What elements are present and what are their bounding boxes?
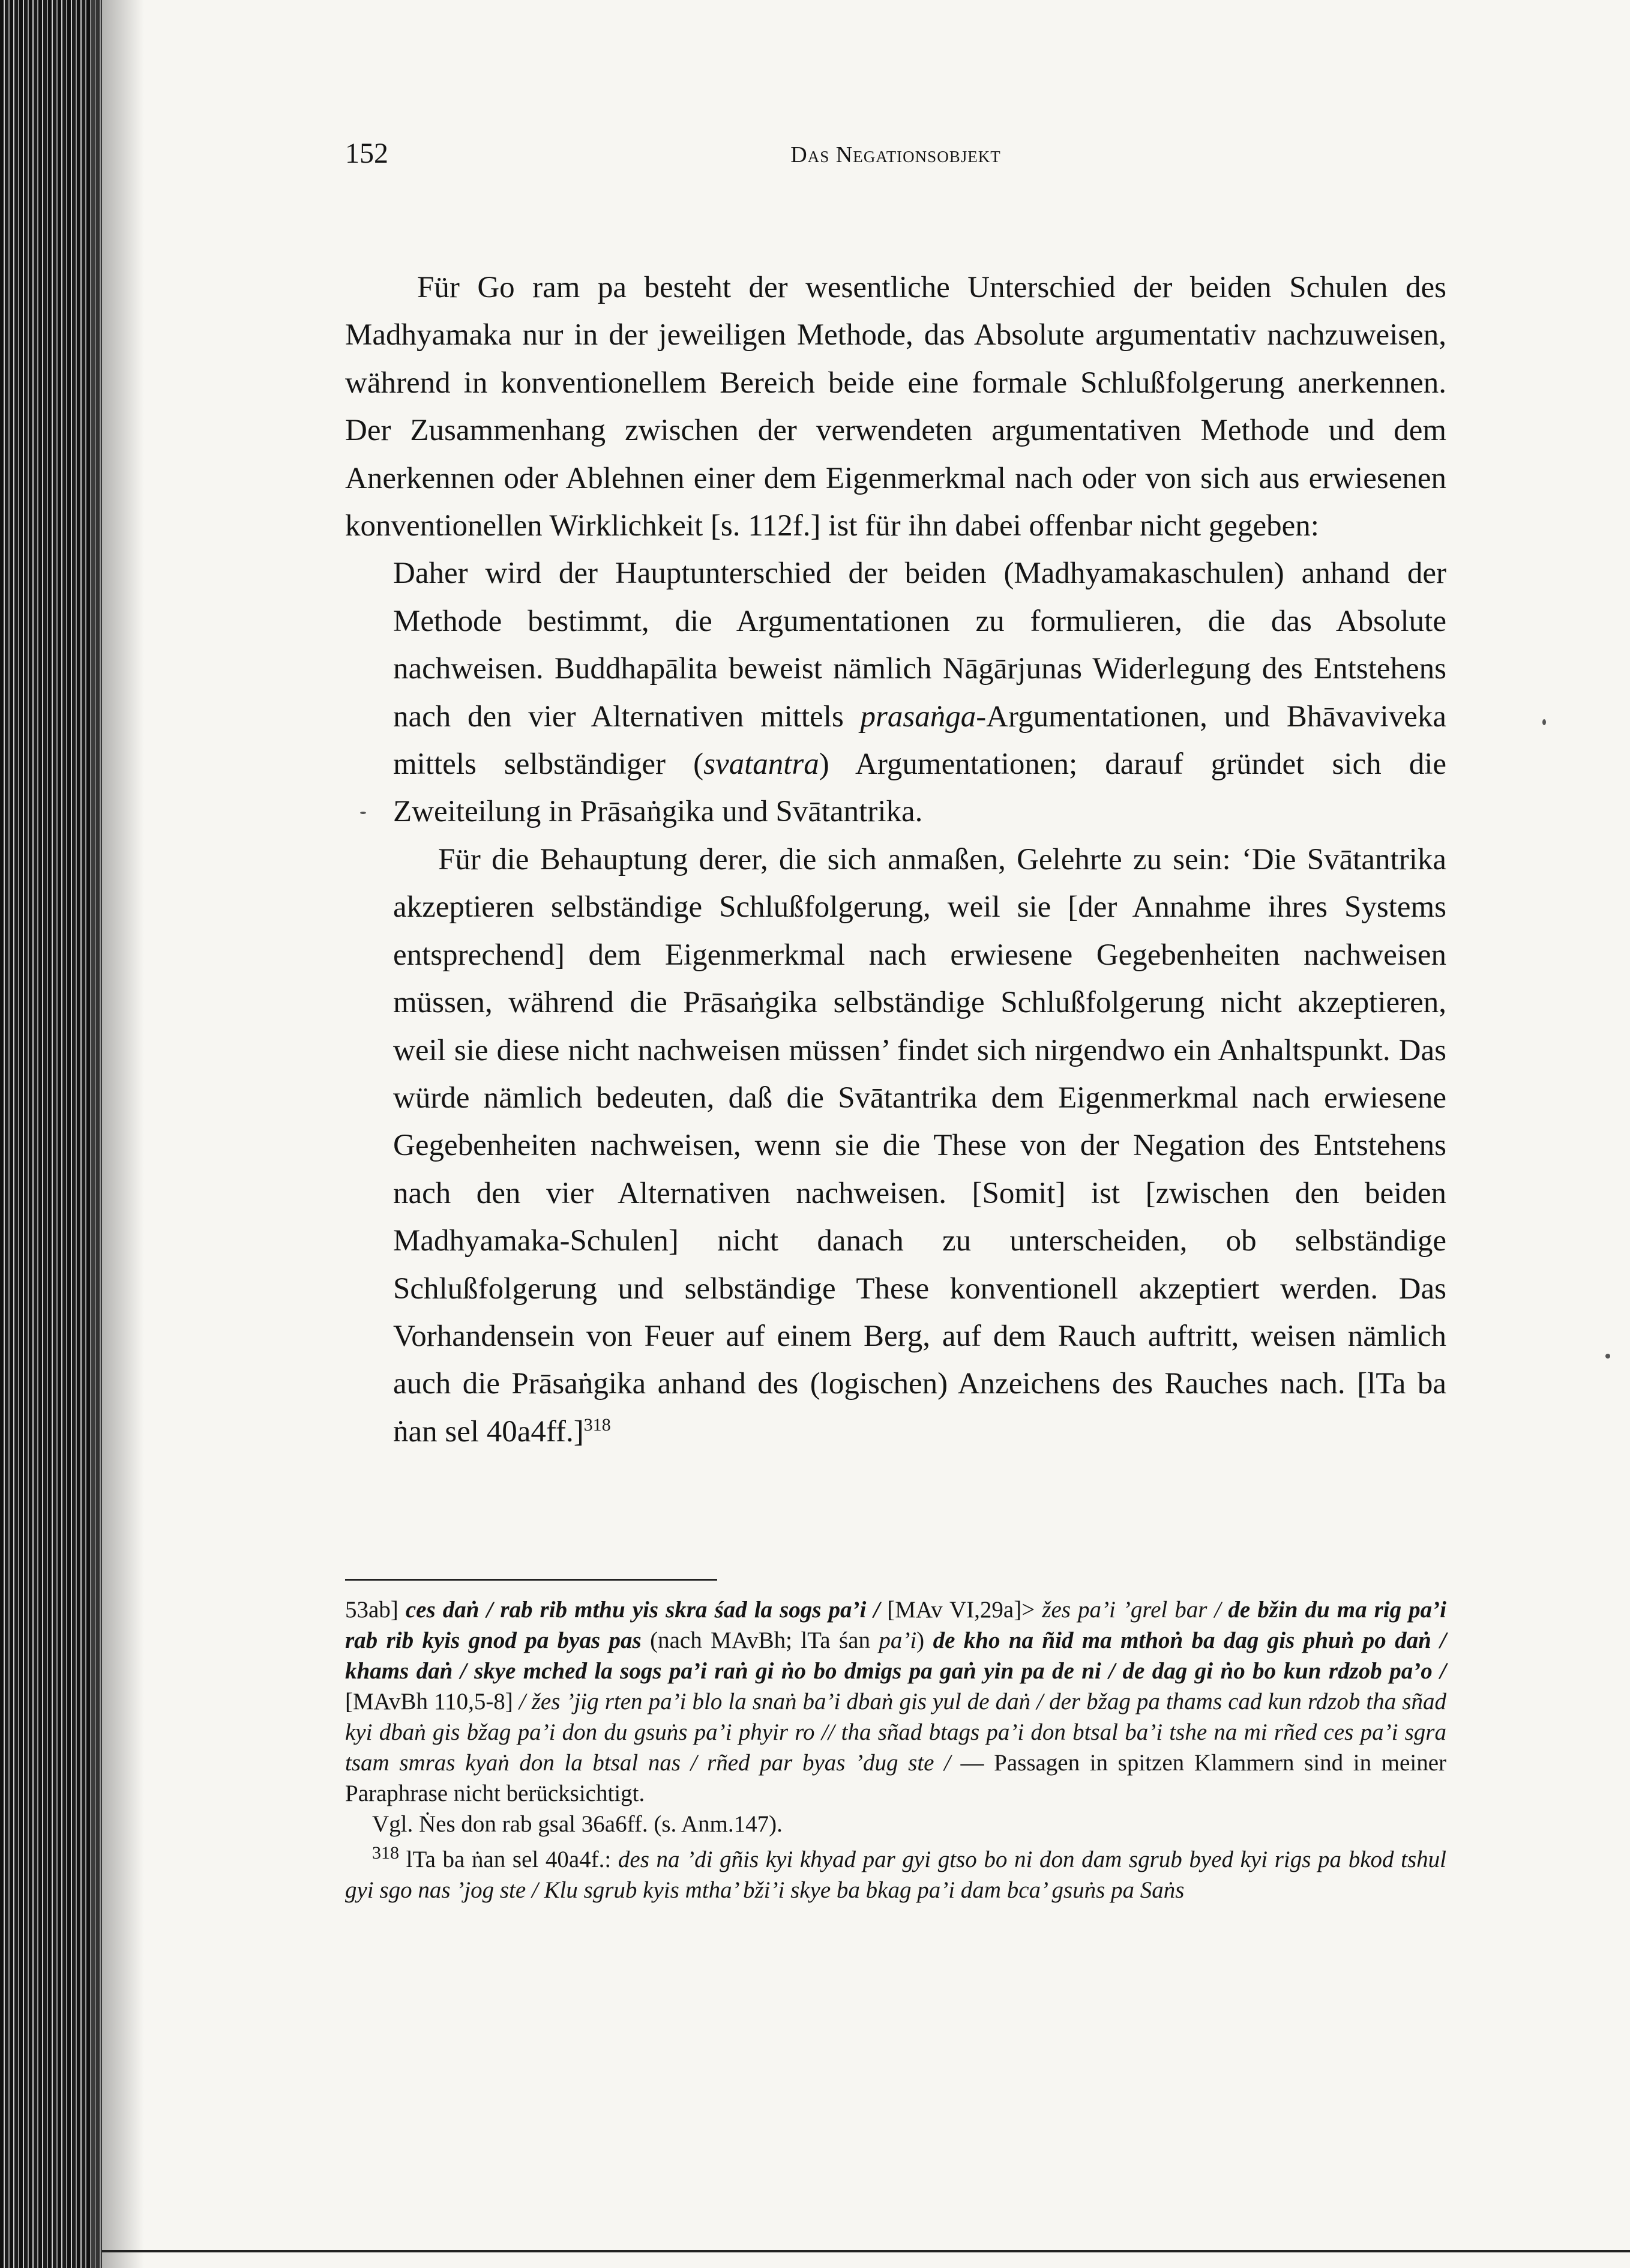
- footnote-317-continuation: 53ab] ces daṅ / rab rib mthu yis skra śad la sogs pa’i / [MAv VI,29a]> žes pa’i ’grel bar / de bžin du ma rig pa’i rab rib kyis gnod pa byas pas (nach MAvBh; lTa śan pa’i) de kho na ñid ma mthoṅ ba dag gis phuṅ po daṅ / khams daṅ / skye mched la sogs pa’i raṅ gi ṅo bo dmigs pa gaṅ yin pa de ni / de dag gi ṅo bo kun rdzob pa’o / [MAvBh 110,5-8] / žes ’jig rten pa’i blo la snaṅ ba’i dbaṅ gis yul de daṅ / der bžag pa thams cad kun rdzob tha sñad kyi dbaṅ gis bžag pa’i don du gsuṅs pa’i phyir ro // tha sñad btags pa’i don btsal ba’i tshe na mi rñed ces pa’i sgra tsam smras kyaṅ don la btsal nas / rñed par byas ’dug ste / — Passagen in spitzen Klammern sind in meiner Paraphrase nicht berücksichtigt.: [345, 1597, 1446, 1806]
- page: [345, 0, 1446, 2268]
- scan-speck: [1605, 1354, 1610, 1359]
- main-text: [345, 264, 1446, 1456]
- term-prasanga: prasaṅga: [860, 699, 976, 734]
- page-number: 152: [345, 137, 388, 169]
- intro-paragraph: Für Go ram pa besteht der wesentliche Unterschied der beiden Schulen des Madhyamaka nur in der jeweiligen Methode, das Absolute argumentativ nachzuweisen, während in konventionellem Bereich beide eine formale Schlußfolgerung anerkennen. Der Zusammenhang zwischen der verwendeten argumentativen Methode und dem Anerkennen oder Ablehnen einer dem Eigenmerkmal nach oder von sich aus erwiesenen konventionellen Wirklichkeit [s. 112f.] ist für ihn dabei offenbar nicht gegeben:: [345, 271, 1446, 543]
- block-quote: [393, 550, 1446, 1456]
- running-head: Das Negationsobjekt: [790, 142, 1001, 167]
- quote-paragraph-2: Für die Behauptung derer, die sich anmaßen, Gelehrte zu sein: ‘Die Svātantrika akzeptieren selbständige Schlußfolgerung, weil sie [der Annahme ihres Systems entsprechend] dem Eigenmerkmal nach erwiesene Gegebenheiten nachweisen müssen, während die Prāsaṅgika selbständige Schlußfolgerung nicht akzeptieren, weil sie diese nicht nachweisen müssen’ findet sich nirgendwo ein Anhaltspunkt. Das würde nämlich bedeuten, daß die Svātantrika dem Eigenmerkmal nach erwiesene Gegebenheiten nachweisen, wenn sie die These von der Negation des Entstehens nach den vier Alternativen nachweisen. [Somit] ist [zwischen den beiden Madhyamaka-Schulen] nicht danach zu unterscheiden, ob selbständige Schlußfolgerung und selbständige These konventionell akzeptiert werden. Das Vorhandensein von Feuer auf einem Berg, auf dem Rauch auftritt, weisen nämlich auch die Prāsaṅgika anhand des (logischen) Anzeichens des Rauches nach. [lTa ba ṅan sel 40a4ff.]$^{318}$: [393, 842, 1446, 1449]
- gutter-fade: [90, 0, 144, 2268]
- footnote-rule: [345, 1579, 717, 1581]
- term-svatantra: svatantra: [703, 747, 819, 782]
- scan-speck: [1542, 719, 1546, 725]
- footnote-317-vgl: Vgl. Ṅes don rab gsal 36a6ff. (s. Anm.147).: [372, 1811, 783, 1837]
- page-header: [345, 137, 1446, 179]
- footnote-318: $^{318}$ lTa ba ṅan sel 40a4f.: des na ’di gñis kyi khyad par gyi gtso bo ni don dam sgrub byed kyi rigs pa bkod tshul gyi sgo nas ’jog ste / Klu sgrub kyis mtha’ bži’i skye ba bkag pa’i dam bca’ gsuṅs pa Saṅs: [345, 1843, 1446, 1903]
- footnote-ref-318[interactable]: 318: [583, 1414, 611, 1435]
- footnotes: [345, 1594, 1446, 1905]
- quote-paragraph-1: Daher wird der Hauptunterschied der beiden (Madhyamakaschulen) anhand der Methode bestimmt, die Argumentationen zu formulieren, die das Absolute nachweisen. Buddhapālita beweist nämlich Nāgārjunas Widerlegung des Entstehens nach den vier Alternativen mittels prasaṅga-Argumentationen, und Bhāvaviveka mittels selbständiger (svatantra) Argumentationen; darauf gründet sich die Zweiteilung in Prāsaṅgika und Svātantrika.: [393, 556, 1446, 829]
- footnote-number-318: 318: [372, 1843, 399, 1863]
- book-spine-shadow: [0, 0, 102, 2268]
